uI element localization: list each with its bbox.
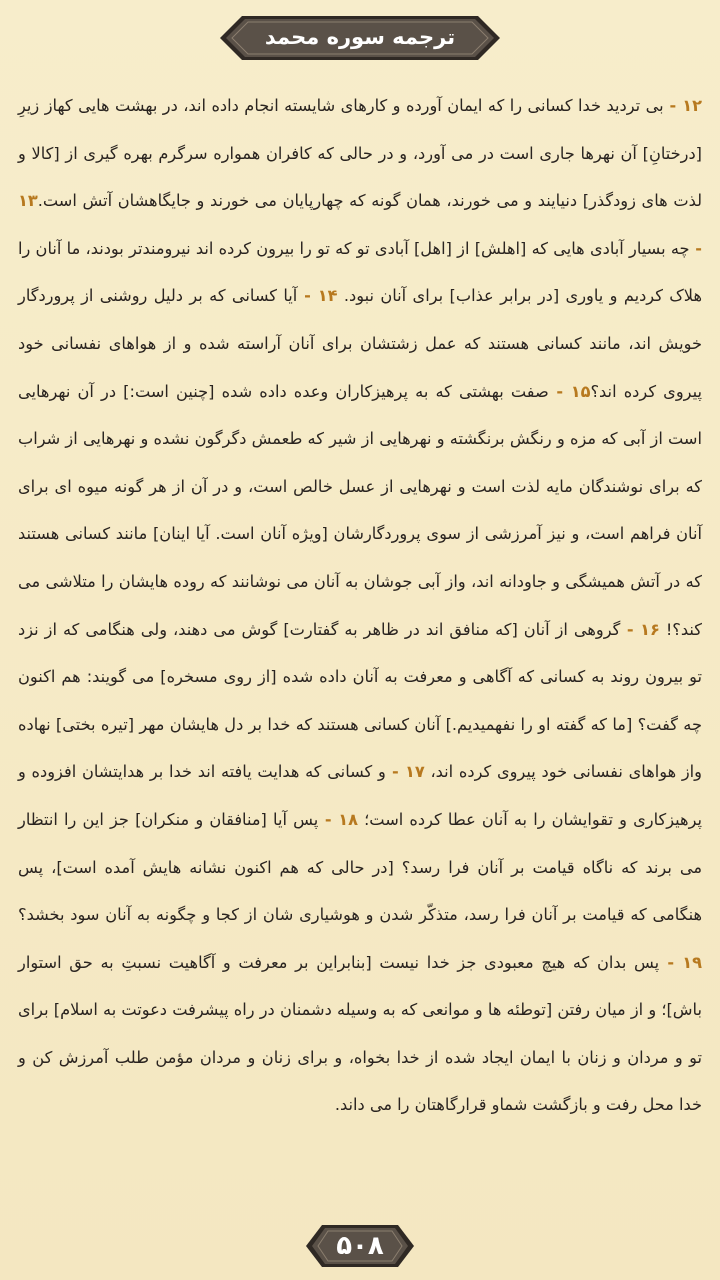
verse-text: بی تردید خدا کسانی را که ایمان آورده و کارهای شایسته انجام داده اند، در بهشت هایی کهاز زیرِ [درختانِ] آن نهرها جاری است در می آورد، و در حالی که کافران همواره سرگرم بهره گیری از [کالا و لذت های زودگذر] دنیایند و می خورند، همان گونه که چهارپایان می خورند و جایگاهشان آتش است.	[18, 96, 702, 211]
page-title: ترجمه سوره محمد	[264, 25, 456, 49]
verse-number: ۱۸ -	[318, 809, 359, 829]
title-plaque	[218, 14, 502, 62]
verse-text: پس بدان که هیچ معبودی جز خدا نیست [بنابراین بر معرفت و آگاهیت نسبتِ به حق استوار باش]؛ و از میان رفتن [توطئه ها و موانعی که به وسیله دشمنان در راه پیشرفت دعوتت به اسلام] برای تو و مردان و زنان با ایمان ایجاد شده از خدا بخواه، و برای زنان و مردان مؤمن طلب آمرزش کن و خدا محل رفت و بازگشت شماو قرارگاهتان را می داند.	[18, 952, 702, 1115]
verse-number: ۱۴ -	[297, 286, 338, 306]
verse-text: گروهی از آنان [که منافق اند در ظاهر به گفتارت] گوش می دهند، ولی هنگامی که از نزد تو بیرون روند به کسانی که آگاهی و معرفت به آنان داده شده [از روی مسخره] می گویند: هم اکنون چه گفت؟ [ما که گفته او را نفهمیدیم.] آنان کسانی هستند که خدا بر دل هایشان مهر [تیره بختی] نهاده واز هواهای نفسانی خود پیروی کرده اند،	[18, 619, 702, 782]
verse-number: ۱۹ -	[659, 952, 703, 972]
translation-text	[18, 82, 702, 1129]
footer	[0, 1222, 720, 1270]
verse-text: و کسانی که هدایت یافته اند خدا بر هدایتشان افزوده و پرهیزکاری و تقوایشان را به آنان عطا کرده است؛	[18, 762, 703, 829]
verse-number: ۱۵ -	[548, 381, 591, 401]
verse-text: آیا کسانی که بر دلیل روشنی از پروردگار خویش اند، مانند کسانی هستند که عمل زشتشان برای آنان آراسته شده و از هواهای نفسانی خود پیروی کرده اند؟	[18, 286, 702, 401]
page-number-plaque	[304, 1223, 416, 1269]
verse-text: صفت بهشتی که به پرهیزکاران وعده داده شده [چنین است:] در آن نهرهایی است از آبی که مزه و رنگش برنگشته و نهرهایی از شیر که طعمش دگرگون نشده و نهرهایی از شراب که برای نوشندگان مایه لذت است و نهرهایی از عسل خالص است، و در آن از هر گونه میوه ای برای آنان فراهم است، و نیز آمرزشی از سوی پروردگارشان [ویژه آنان است. آیا اینان] مانند کسانی هستند که در آتش همیشگی و جاودانه اند، واز آبی جوشان به آنان می نوشانند که روده هایشان را متلاشی می کند؟!	[18, 381, 702, 639]
page-number: ۵۰۸	[336, 1231, 384, 1261]
verse-number: ۱۶ -	[620, 619, 660, 639]
verse-number: ۱۷ -	[385, 762, 425, 782]
header	[0, 12, 720, 64]
verse-text: پس آیا [منافقان و منکران] جز این را انتظار می برند که ناگاه قیامت بر آنان فرا رسد؟ [در حالی که هم اکنون نشانه هایش آمده است]، پس هنگامی که قیامت بر آنان فرا رسد، متذکّر شدن و هوشیاری شان از کجا و چگونه به آنان سود بخشد؟	[18, 809, 702, 925]
verse-number: ۱۳ -	[18, 191, 703, 258]
verse-text: چه بسیار آبادی هایی که [اهلش] از [اهل] آبادی تو که تو را بیرون کرده اند نیرومندتر بودند، ما آنان را هلاک کردیم و یاوری [در برابر عذاب] برای آنان نبود.	[18, 238, 702, 306]
verse-number: ۱۲ -	[663, 96, 702, 115]
